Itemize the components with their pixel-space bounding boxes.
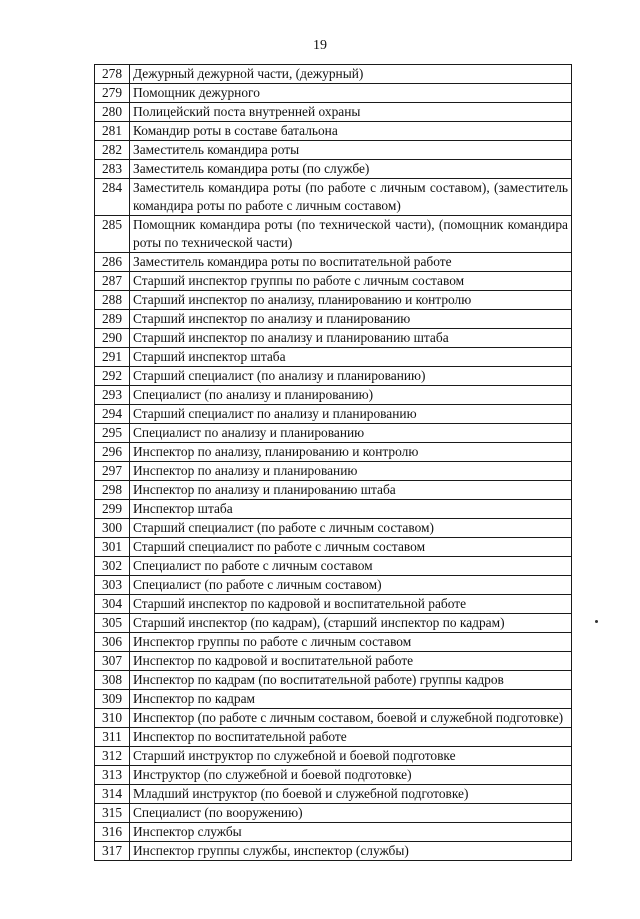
row-number-cell: 304 [95, 595, 130, 614]
row-number-cell: 292 [95, 367, 130, 386]
position-title-cell: Инспектор по анализу и планированию [130, 462, 572, 481]
row-number-cell: 291 [95, 348, 130, 367]
position-title-cell: Старший инспектор (по кадрам), (старший инспектор по кадрам) [130, 614, 572, 633]
position-title-cell: Старший инструктор по служебной и боевой подготовке [130, 747, 572, 766]
table-row [95, 462, 572, 481]
position-title-cell: Инспектор по анализу и планированию штаба [130, 481, 572, 500]
table-row [95, 709, 572, 728]
table-row [95, 652, 572, 671]
table-row [95, 348, 572, 367]
position-title-cell: Инспектор по воспитательной работе [130, 728, 572, 747]
row-number-cell: 294 [95, 405, 130, 424]
row-number-cell: 286 [95, 253, 130, 272]
position-title-cell: Старший инспектор по анализу и планированию [130, 310, 572, 329]
table-row [95, 179, 572, 216]
position-title-cell: Дежурный дежурной части, (дежурный) [130, 65, 572, 84]
position-title-cell: Специалист (по вооружению) [130, 804, 572, 823]
row-number-cell: 290 [95, 329, 130, 348]
table-row [95, 633, 572, 652]
row-number-cell: 305 [95, 614, 130, 633]
row-number-cell: 297 [95, 462, 130, 481]
row-number-cell: 301 [95, 538, 130, 557]
row-number-cell: 303 [95, 576, 130, 595]
row-number-cell: 284 [95, 179, 130, 216]
table-row [95, 557, 572, 576]
position-title-cell: Заместитель командира роты (по службе) [130, 160, 572, 179]
table-row [95, 424, 572, 443]
table-row [95, 785, 572, 804]
row-number-cell: 293 [95, 386, 130, 405]
table-row [95, 329, 572, 348]
position-title-cell: Инспектор по кадрам (по воспитательной работе) группы кадров [130, 671, 572, 690]
table-row [95, 690, 572, 709]
position-title-cell: Командир роты в составе батальона [130, 122, 572, 141]
table-row [95, 823, 572, 842]
position-title-cell: Младший инструктор (по боевой и служебной подготовке) [130, 785, 572, 804]
position-title-cell: Старший специалист (по работе с личным составом) [130, 519, 572, 538]
position-title-cell: Инспектор по кадрам [130, 690, 572, 709]
table-row [95, 216, 572, 253]
table-row [95, 405, 572, 424]
position-title-cell: Специалист (по анализу и планированию) [130, 386, 572, 405]
positions-table-body [95, 65, 572, 861]
row-number-cell: 308 [95, 671, 130, 690]
row-number-cell: 317 [95, 842, 130, 861]
row-number-cell: 307 [95, 652, 130, 671]
row-number-cell: 312 [95, 747, 130, 766]
position-title-cell: Старший инспектор по анализу и планированию штаба [130, 329, 572, 348]
row-number-cell: 306 [95, 633, 130, 652]
row-number-cell: 299 [95, 500, 130, 519]
table-row [95, 747, 572, 766]
position-title-cell: Специалист по анализу и планированию [130, 424, 572, 443]
row-number-cell: 295 [95, 424, 130, 443]
row-number-cell: 314 [95, 785, 130, 804]
row-number-cell: 302 [95, 557, 130, 576]
position-title-cell: Инструктор (по служебной и боевой подготовке) [130, 766, 572, 785]
position-title-cell: Помощник командира роты (по технической части), (помощник командира роты по технической части) [130, 216, 572, 253]
table-row [95, 500, 572, 519]
position-title-cell: Заместитель командира роты (по работе с личным составом), (заместитель командира роты по работе с личным составом) [130, 179, 572, 216]
table-row [95, 766, 572, 785]
table-row [95, 728, 572, 747]
position-title-cell: Заместитель командира роты по воспитательной работе [130, 253, 572, 272]
table-row [95, 84, 572, 103]
table-row [95, 291, 572, 310]
row-number-cell: 313 [95, 766, 130, 785]
table-row [95, 367, 572, 386]
position-title-cell: Инспектор службы [130, 823, 572, 842]
position-title-cell: Инспектор группы службы, инспектор (службы) [130, 842, 572, 861]
position-title-cell: Инспектор штаба [130, 500, 572, 519]
table-row [95, 804, 572, 823]
table-row [95, 253, 572, 272]
table-row [95, 576, 572, 595]
position-title-cell: Старший специалист по анализу и планированию [130, 405, 572, 424]
row-number-cell: 280 [95, 103, 130, 122]
table-row [95, 614, 572, 633]
row-number-cell: 309 [95, 690, 130, 709]
row-number-cell: 311 [95, 728, 130, 747]
table-row [95, 65, 572, 84]
row-number-cell: 316 [95, 823, 130, 842]
position-title-cell: Помощник дежурного [130, 84, 572, 103]
position-title-cell: Старший инспектор по кадровой и воспитательной работе [130, 595, 572, 614]
position-title-cell: Инспектор (по работе с личным составом, боевой и служебной подготовке) [130, 709, 572, 728]
row-number-cell: 281 [95, 122, 130, 141]
position-title-cell: Инспектор группы по работе с личным составом [130, 633, 572, 652]
positions-table [94, 64, 572, 861]
row-number-cell: 278 [95, 65, 130, 84]
table-row [95, 538, 572, 557]
table-row [95, 103, 572, 122]
position-title-cell: Специалист по работе с личным составом [130, 557, 572, 576]
table-row [95, 443, 572, 462]
table-row [95, 481, 572, 500]
position-title-cell: Старший инспектор по анализу, планированию и контролю [130, 291, 572, 310]
row-number-cell: 287 [95, 272, 130, 291]
table-row [95, 842, 572, 861]
row-number-cell: 289 [95, 310, 130, 329]
scan-speck [595, 620, 598, 623]
table-row [95, 310, 572, 329]
table-row [95, 272, 572, 291]
table-row [95, 141, 572, 160]
position-title-cell: Специалист (по работе с личным составом) [130, 576, 572, 595]
table-row [95, 386, 572, 405]
page-number: 19 [313, 38, 327, 53]
row-number-cell: 288 [95, 291, 130, 310]
table-row [95, 160, 572, 179]
position-title-cell: Заместитель командира роты [130, 141, 572, 160]
position-title-cell: Старший инспектор штаба [130, 348, 572, 367]
position-title-cell: Полицейский поста внутренней охраны [130, 103, 572, 122]
row-number-cell: 285 [95, 216, 130, 253]
row-number-cell: 283 [95, 160, 130, 179]
position-title-cell: Инспектор по анализу, планированию и контролю [130, 443, 572, 462]
row-number-cell: 315 [95, 804, 130, 823]
table-row [95, 122, 572, 141]
position-title-cell: Старший специалист (по анализу и планированию) [130, 367, 572, 386]
row-number-cell: 298 [95, 481, 130, 500]
row-number-cell: 282 [95, 141, 130, 160]
row-number-cell: 300 [95, 519, 130, 538]
table-row [95, 519, 572, 538]
row-number-cell: 296 [95, 443, 130, 462]
row-number-cell: 279 [95, 84, 130, 103]
position-title-cell: Старший инспектор группы по работе с личным составом [130, 272, 572, 291]
table-row [95, 595, 572, 614]
row-number-cell: 310 [95, 709, 130, 728]
position-title-cell: Инспектор по кадровой и воспитательной работе [130, 652, 572, 671]
table-row [95, 671, 572, 690]
position-title-cell: Старший специалист по работе с личным составом [130, 538, 572, 557]
